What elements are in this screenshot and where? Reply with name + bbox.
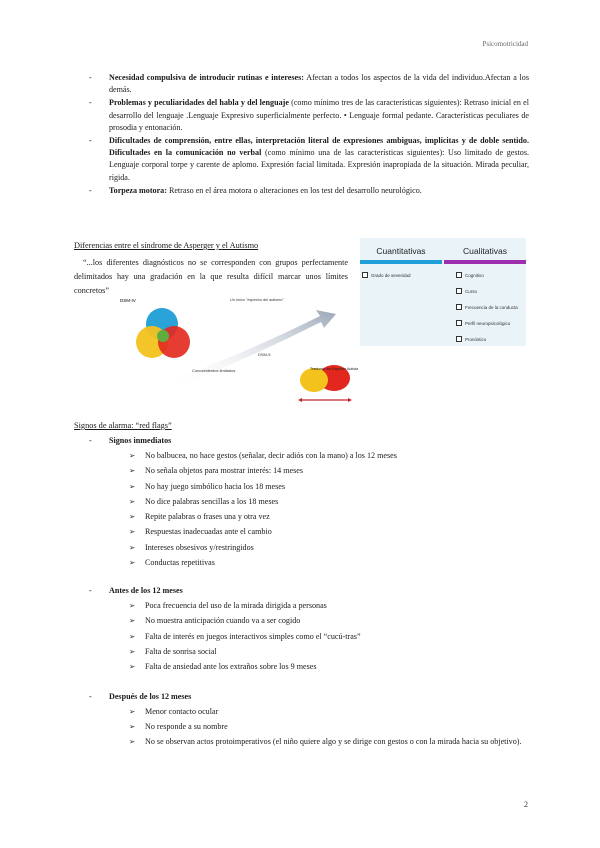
arrow-bullet-icon: ➢	[129, 466, 136, 476]
arrow-bullet-icon: ➢	[129, 451, 136, 460]
list-item	[129, 540, 397, 555]
list-item-text: Conductas repetitivas	[145, 558, 215, 568]
list-item-text: Poca frecuencia del uso de la mirada dirigida a personas	[145, 601, 327, 610]
criteria-item: - Necesidad compulsiva de introducir rutinas e intereses: Afectan a todos los aspectos de la vida del individuo.Afectan a los demás.	[89, 73, 529, 95]
list-item	[129, 644, 361, 659]
criteria-list	[89, 72, 529, 198]
table-item	[456, 336, 486, 342]
dsm5-label: DSM-5	[258, 352, 271, 357]
list-item	[129, 629, 361, 644]
section-heading: Signos inmediatos	[109, 436, 172, 445]
arrow-bullet-icon: ➢	[129, 512, 136, 522]
checkbox	[456, 336, 462, 342]
range-arrow-left	[298, 398, 302, 402]
arrow-bullet-icon: ➢	[129, 646, 136, 656]
list-item-text: No responde a su nombre	[145, 722, 228, 732]
table-item	[456, 304, 518, 310]
arrow-label: Un único "espectro del autismo"	[230, 298, 284, 302]
differences-title: Diferencias entre el síndrome de Asperger y el Autismo	[74, 241, 259, 250]
list-item-text: No señala objetos para mostrar interés: 14 meses	[145, 466, 304, 476]
list-item	[129, 524, 397, 539]
list-item-text: No hay juego simbólico hacia los 18 meses	[145, 481, 286, 491]
criteria-text: Retraso en el área motora o alteraciones en los test del desarrollo neurológico.	[166, 185, 422, 195]
list-item	[129, 704, 540, 719]
list-item	[129, 448, 397, 463]
criteria-text: (como mínimo tres de las características siguientes): Retraso inicial en el desarrollo del lenguaje .Lenguaje Expresivo superficialmente perfecto. • Lenguaje formal pedante. Características peculiares de prosodia y entonación.	[109, 98, 529, 132]
comparison-table	[360, 238, 526, 346]
table-item	[456, 320, 510, 326]
col-bar-cuantitativas	[360, 260, 442, 264]
differences-quote: “...los diferentes diagnósticos no se corresponden con grupos perfectamente delimitados hay una gradación en la que resulta difícil marcar unos límites concretos”	[74, 258, 348, 296]
page-number: 2	[524, 800, 528, 809]
arrow-bullet-icon: ➢	[129, 662, 136, 672]
arrow-bullet-icon: ➢	[129, 527, 136, 537]
flag-list	[89, 448, 397, 570]
criteria-bold: Problemas y peculiaridades del habla y del lenguaje	[109, 98, 289, 108]
col-head-cualitativas: Cualitativas	[463, 246, 507, 256]
list-item-text: Menor contacto ocular	[145, 707, 219, 716]
list-item	[129, 479, 397, 494]
flag-list	[89, 598, 361, 674]
dsm4-label: DSM-IV	[120, 298, 136, 303]
lower-left-label: Conocimientos limitados	[192, 368, 236, 373]
dsm-diagram	[110, 296, 360, 406]
criteria-bold: Torpeza motora:	[109, 185, 167, 195]
list-item-text: No dice palabras sencillas a los 18 meses	[145, 496, 279, 506]
list-item	[129, 719, 540, 734]
range-arrow-right	[348, 398, 352, 402]
list-item-text: Intereses obsesivos y/restringidos	[145, 542, 254, 552]
list-item	[129, 509, 397, 524]
checkbox	[456, 272, 462, 278]
table-item-label: Perfil neuropsicológico	[465, 320, 511, 326]
flags-title: Signos de alarma: “red flags”	[74, 421, 172, 430]
criteria-item: - Dificultades de comprensión, entre ellas, interpretación literal de expresiones ambiguas, implícitas y de doble sentido. Dificultades en la comunicación no verbal (como mínimo una de las características siguientes): Uso limitado de gestos. Lenguaje corporal torpe y carente de aplomo. Expresión facial limitada. Expresión inapropiada de la situación. Mirada peculiar, rígida.	[89, 136, 529, 182]
list-item-text: Falta de interés en juegos interactivos simples como el “cucú-tras”	[145, 631, 361, 641]
list-item-text: No muestra anticipación cuando va a ser cogido	[145, 616, 301, 626]
flags-section: - Antes de los 12 meses ➢ Poca frecuencia del uso de la mirada dirigida a personas ➢ No muestra anticipación cuando va a ser cogido ➢ Falta de interés en juegos interactivos simples como el “cucú-tras” ➢ Falta de sonrisa social ➢ Falta de ansiedad ante los extraños sobre los 9 meses	[89, 586, 361, 674]
arrow-bullet-icon: ➢	[129, 722, 136, 732]
arrow-bullet-icon: ➢	[129, 616, 136, 626]
list-item-text: Respuestas inadecuadas ante el cambio	[145, 527, 272, 537]
arrow-bullet-icon: ➢	[129, 542, 136, 552]
running-header: Psicomotricidad	[482, 40, 528, 48]
table-item-label: Cognitivo	[465, 272, 484, 278]
col-bar-cualitativas	[444, 260, 526, 264]
list-item	[129, 659, 361, 674]
venn-center-green	[157, 330, 169, 342]
list-item	[129, 463, 397, 478]
col-head-cuantitativas: Cuantitativas	[376, 246, 426, 256]
criteria-text: (como mínimo una de las características siguientes): Uso limitado de gestos. Lenguaje corporal torpe y carente de aplomo. Expresión facial limitada. Expresión inapropiada de la situación. Mirada peculiar, rígida.	[109, 148, 529, 182]
arrow-bullet-icon: ➢	[129, 631, 136, 641]
criteria-text: Afectan a todos los aspectos de la vida del individuo.Afectan a los demás.	[109, 73, 529, 95]
list-item	[129, 555, 397, 570]
list-item-text: Falta de ansiedad ante los extraños sobre los 9 meses	[145, 662, 317, 672]
arrow-bullet-icon: ➢	[129, 736, 136, 746]
arrow-bullet-icon: ➢	[129, 496, 136, 506]
tea-label: Trastorno del Espectro Autista	[310, 367, 359, 371]
list-item-text: No se observan actos protoimperativos (el niño quiere algo y se dirige con gestos o con la mirada hacia su objetivo).	[145, 736, 522, 746]
section-heading: Antes de los 12 meses	[109, 586, 183, 595]
table-item-label: Frecuencia de la conducta	[465, 304, 518, 310]
criteria-bold: Necesidad compulsiva de introducir rutinas e intereses:	[109, 73, 304, 82]
list-item-text: Repite palabras o frases una y otra vez	[145, 512, 270, 522]
section-heading: Después de los 12 meses	[109, 692, 192, 701]
table-item	[362, 272, 411, 278]
checkbox	[456, 304, 462, 310]
list-item-text: No balbucea, no hace gestos (señalar, decir adiós con la mano) a los 12 meses	[145, 451, 397, 460]
flags-section: - Signos inmediatos ➢ No balbucea, no hace gestos (señalar, decir adiós con la mano) a los 12 meses ➢ No señala objetos para mostrar interés: 14 meses ➢ No hay juego simbólico hacia los 18 meses ➢ No dice palabras sencillas a los 18 meses ➢ Repite palabras o frases una y otra vez ➢ Respuestas inadecuadas ante el cambio ➢ Intereses obsesivos y/restringidos ➢ Conductas repetitivas	[89, 436, 397, 570]
list-item	[129, 598, 361, 613]
criteria-item: - Problemas y peculiaridades del habla y del lenguaje (como mínimo tres de las características siguientes): Retraso inicial en el desarrollo del lenguaje .Lenguaje Expresivo superficialmente perfecto. • Lenguaje formal pedante. Características peculiares de prosodia y entonación.	[89, 98, 529, 132]
checkbox	[456, 288, 462, 294]
criteria-bold: Dificultades de comprensión, entre ellas, interpretación literal de expresiones ambiguas, implícitas y de doble sentido. Dificultades en la comunicación no verbal	[109, 136, 529, 158]
table-item-label: Pronóstico	[465, 336, 487, 342]
checkbox	[456, 320, 462, 326]
flags-section: - Después de los 12 meses ➢ Menor contacto ocular ➢ No responde a su nombre ➢ No se observan actos protoimperativos (el niño quiere algo y se dirige con gestos o con la mirada hacia su objetivo).	[89, 692, 540, 749]
checkbox	[362, 272, 368, 278]
arrow-bullet-icon: ➢	[129, 558, 136, 568]
list-item	[129, 613, 361, 628]
list-item	[129, 494, 397, 509]
list-item-text: Falta de sonrisa social	[145, 646, 217, 656]
list-item	[129, 735, 540, 750]
table-item	[456, 272, 484, 278]
arrow-bullet-icon: ➢	[129, 601, 136, 610]
flag-list	[89, 704, 540, 749]
table-item-label: Curso	[465, 288, 478, 294]
arrow-bullet-icon: ➢	[129, 481, 136, 491]
table-item	[456, 288, 477, 294]
criteria-item: - Torpeza motora: Retraso en el área motora o alteraciones en los test del desarrollo neurológico.	[89, 185, 422, 195]
tea-circle-yellow	[300, 368, 328, 392]
arrow-bullet-icon: ➢	[129, 707, 136, 716]
table-item-label: Grado de severidad	[371, 272, 411, 278]
